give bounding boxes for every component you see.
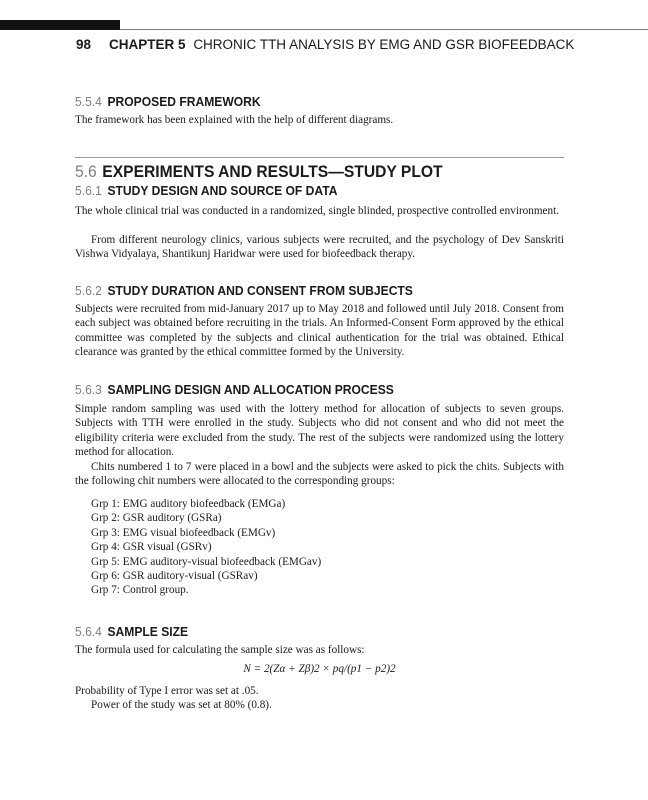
- paragraph-power: Power of the study was set at 80% (0.8).: [91, 699, 272, 711]
- section-title: SAMPLING DESIGN AND ALLOCATION PROCESS: [107, 382, 394, 397]
- section-number: 5.6: [75, 162, 97, 181]
- section-title: SAMPLE SIZE: [107, 624, 189, 639]
- paragraph-framework: The framework has been explained with the help of different diagrams.: [75, 114, 394, 126]
- section-title: EXPERIMENTS AND RESULTS—STUDY PLOT: [102, 162, 443, 181]
- paragraph-sampling: Simple random sampling was used with the lottery method for allocation of subjects to seven groups. Subjects with TTH were enrolled in the study. Subjects who did not consent and who did not meet the eligibility criteria were excluded from the study. The rest of the subjects were randomized using the lottery method for allocation.: [75, 403, 564, 458]
- paragraph-formula-intro: The formula used for calculating the sample size was as follows:: [75, 644, 365, 656]
- header-rule: [120, 29, 648, 30]
- section-number: 5.6.1: [75, 183, 102, 198]
- chapter-title: CHRONIC TTH ANALYSIS BY EMG AND GSR BIOFEEDBACK: [193, 37, 575, 52]
- section-number: 5.6.3: [75, 382, 102, 397]
- heading-5-5-4: [75, 94, 261, 109]
- list-item: Grp 4: GSR visual (GSRv): [91, 541, 212, 554]
- list-item: Grp 5: EMG auditory-visual biofeedback (EMGav): [91, 555, 322, 568]
- chapter-label: CHAPTER 5: [109, 37, 186, 52]
- page-number: 98: [76, 37, 92, 52]
- list-item: Grp 2: GSR auditory (GSRa): [91, 512, 222, 525]
- group-list: [91, 497, 321, 598]
- list-item: Grp 1: EMG auditory biofeedback (EMGa): [91, 498, 286, 510]
- section-number: 5.6.2: [75, 283, 102, 298]
- section-divider: [75, 157, 564, 158]
- list-item: Grp 7: Control group.: [91, 584, 189, 597]
- list-item: Grp 6: GSR auditory-visual (GSRav): [91, 570, 258, 583]
- paragraph-recruitment: From different neurology clinics, various subjects were recruited, and the psychology of Dev Sanskriti Vishwa Vidyalaya, Shantikunj Haridwar were used for biofeedback therapy.: [75, 234, 564, 261]
- heading-5-6-2: [75, 283, 413, 298]
- running-header: [76, 37, 636, 52]
- section-number: 5.6.4: [75, 624, 102, 639]
- heading-5-6-1: [75, 183, 337, 198]
- paragraph-type-i-error: Probability of Type I error was set at .05.: [75, 685, 259, 697]
- section-title: STUDY DESIGN AND SOURCE OF DATA: [107, 183, 338, 198]
- paragraph-duration-consent: Subjects were recruited from mid-January 2017 up to May 2018 and followed until July 2018. Consent from each subject was obtained before recruiting in the trials. An Informed-Consent Form approved by the ethical committee was completed by the subjects and clinical authentication for the trial was obtained. Ethical clearance was granted by the ethical committee formed by the University.: [75, 303, 564, 358]
- header-black-bar: [0, 20, 120, 30]
- sample-size-formula: N = 2(Zα + Zβ)2 × pq/(p1 − p2)2: [243, 663, 396, 675]
- heading-5-6-4: [75, 624, 188, 639]
- section-title: STUDY DURATION AND CONSENT FROM SUBJECTS: [107, 283, 413, 298]
- section-number: 5.5.4: [75, 94, 102, 109]
- list-item: Grp 3: EMG visual biofeedback (EMGv): [91, 526, 276, 539]
- paragraph-chits: Chits numbered 1 to 7 were placed in a bowl and the subjects were asked to pick the chits. Subjects with the following chit numbers were allocated to the corresponding groups:: [75, 461, 564, 488]
- heading-5-6: [75, 162, 443, 182]
- section-title: PROPOSED FRAMEWORK: [107, 94, 261, 109]
- heading-5-6-3: [75, 382, 394, 397]
- paragraph-study-design: The whole clinical trial was conducted in a randomized, single blinded, prospective controlled environment.: [75, 205, 560, 217]
